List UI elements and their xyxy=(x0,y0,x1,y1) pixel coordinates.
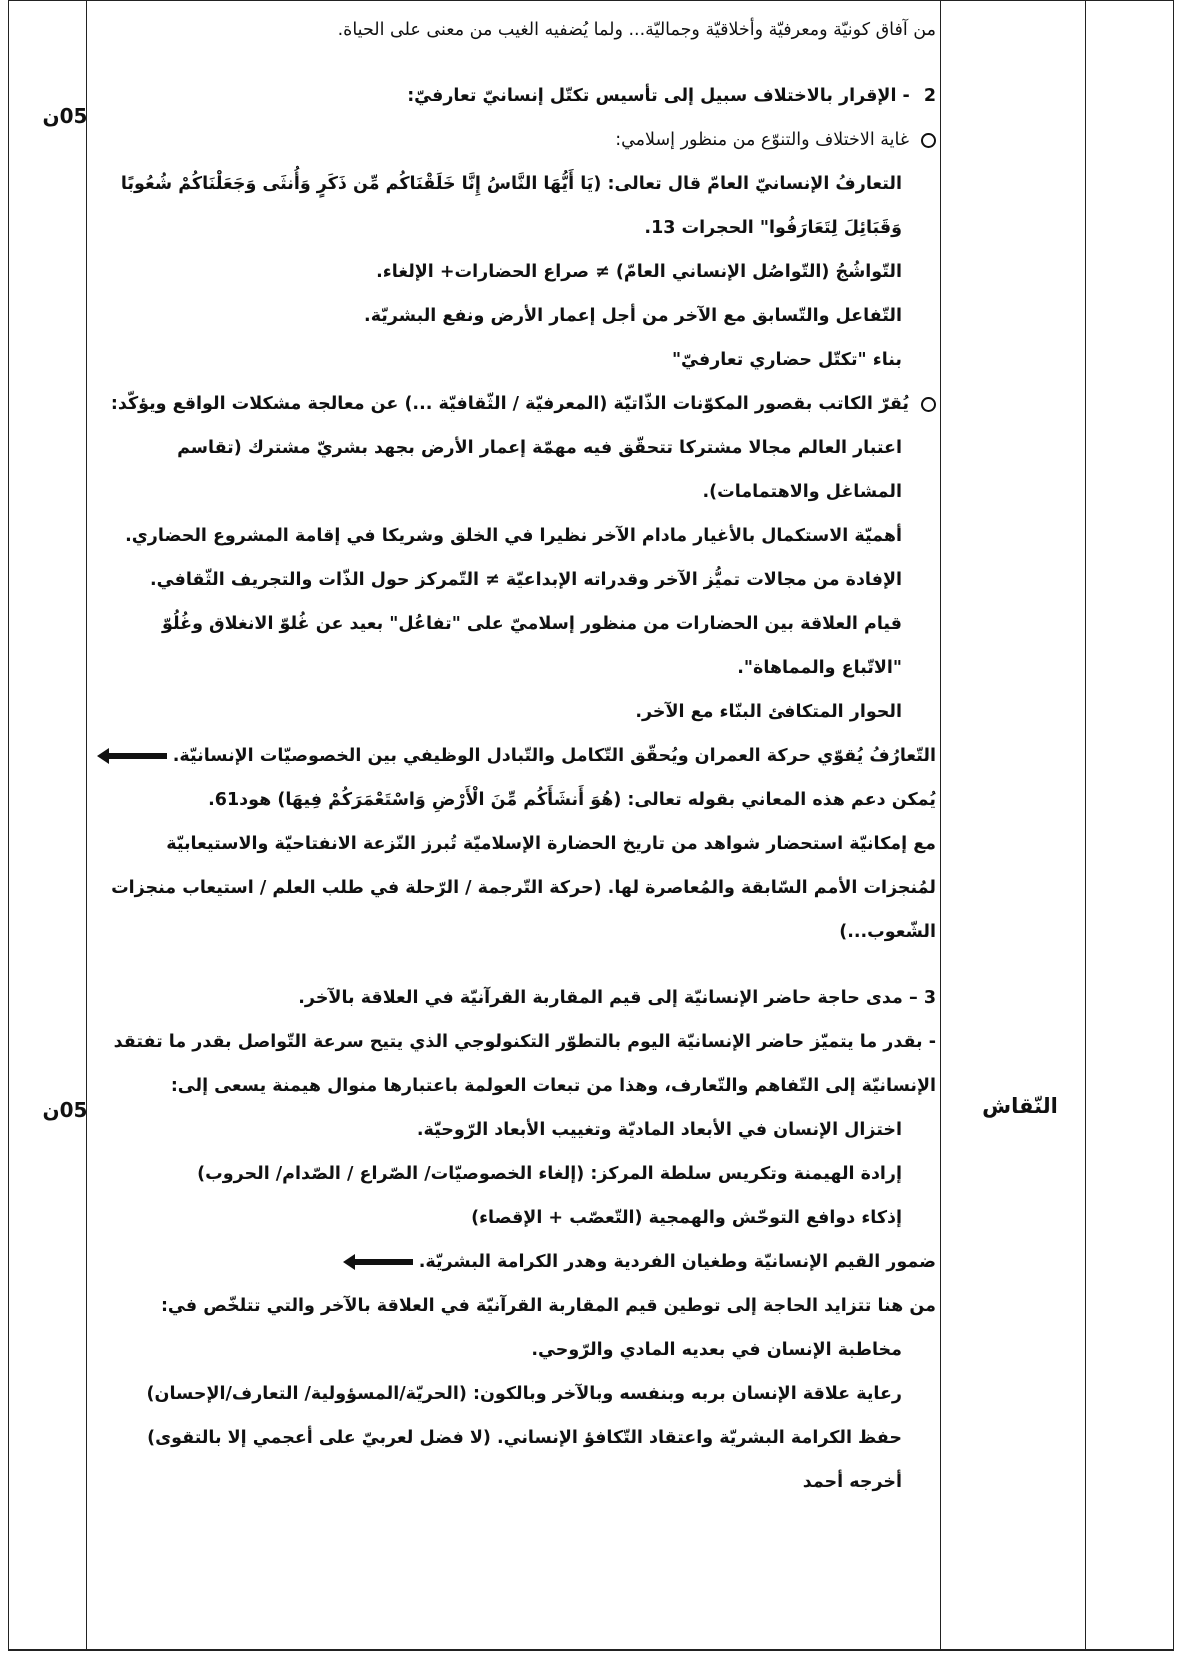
dash-item-text: اعتبار العالم مجالا مشتركا تتحقّق فيه مهمّة إعمار الأرض بجهد بشريّ مشترك (تقاسم المشاغل والاهتمامات). xyxy=(177,438,902,502)
arrow-item xyxy=(96,734,936,778)
heading-part-3: 3 – مدى حاجة حاضر الإنسانيّة إلى قيم المقاربة القرآنيّة في العلاقة بالآخر. xyxy=(298,988,936,1008)
dash-item-text: قيام العلاقة بين الحضارات من منظور إسلاميّ على "تفاعُل" بعيد عن غُلوّ الانغلاق وغُلُوّ "الاتّباع والمماهاة". xyxy=(162,614,902,678)
dash-item-text: رعاية علاقة الإنسان بربه وبنفسه وبالآخر وبالكون: (الحريّة/المسؤولية/ التعارف/الإحسان) xyxy=(146,1384,902,1404)
dash-item xyxy=(96,602,936,690)
table-bottom-border xyxy=(8,1650,1174,1651)
circle-bullet-icon xyxy=(921,133,936,148)
dash-item-text: حفظ الكرامة البشريّة واعتقاد التّكافؤ الإنساني. (لا فضل لعربيّ على أعجمي إلا بالتقوى) أخرجه أحمد xyxy=(147,1428,902,1492)
dash-item-text: التّفاعل والتّسابق مع الآخر من أجل إعمار الأرض ونفع البشريّة. xyxy=(364,306,902,326)
dash-item xyxy=(96,294,936,338)
heading-part-2 xyxy=(96,74,936,118)
paragraph: يُمكن دعم هذه المعاني بقوله تعالى: (هُوَ أَنشَأَكُم مِّنَ الْأَرْضِ وَاسْتَعْمَرَكُمْ فِيهَا) هود61. xyxy=(208,790,936,810)
dash-item xyxy=(96,250,936,294)
column-divider-content xyxy=(940,0,941,1650)
dash-item-text: اختزال الإنسان في الأبعاد الماديّة وتغييب الأبعاد الرّوحيّة. xyxy=(416,1120,902,1140)
dash-item-text: التّواشُجُ (التّواصُل الإنساني العامّ) ≠ صراع الحضارات+ الإلغاء. xyxy=(376,262,902,282)
paragraph: من هنا تتزايد الحاجة إلى توطين قيم المقاربة القرآنيّة في العلاقة بالآخر والتي تتلخّص في: xyxy=(160,1296,936,1316)
dash-item xyxy=(96,1328,936,1372)
text-line: من آفاق كونيّة ومعرفيّة وأخلاقيّة وجماليّة... ولما يُضفيه الغيب من معنى على الحياة. xyxy=(337,20,936,40)
dash-item-text: أهميّة الاستكمال بالأغيار مادام الآخر نظيرا في الخلق وشريكا في إقامة المشروع الحضاري. xyxy=(125,526,902,546)
dash-item xyxy=(96,162,936,250)
mark-part-3: 05ن xyxy=(42,1098,88,1122)
circle-item-text: يُقرّ الكاتب بقصور المكوّنات الذّاتيّة (المعرفيّة / الثّقافيّة ...) عن معالجة مشكلات الواقع ويؤكّد: xyxy=(110,394,909,414)
section-label-discussion: النّقاش xyxy=(982,1094,1058,1118)
dash-item xyxy=(96,1416,936,1504)
paragraph: - بقدر ما يتميّز حاضر الإنسانيّة اليوم بالتطوّر التكنولوجي الذي يتيح سرعة التّواصل بقدر ما تفتقد الإنسانيّة إلى التّفاهم والتّعارف، وهذا من تبعات العولمة باعتبارها منوال هيمنة يسعى إلى: xyxy=(113,1032,936,1096)
content-column xyxy=(96,8,936,1504)
dash-item xyxy=(96,1152,936,1196)
arrow-left-icon xyxy=(107,753,167,759)
arrow-item-text: التّعارُفُ يُقوّي حركة العمران ويُحقّق التّكامل والتّبادل الوظيفي بين الخصوصيّات الإنسانيّة. xyxy=(172,746,936,766)
dash-item xyxy=(96,514,936,558)
dash-item xyxy=(96,338,936,382)
circle-bullet-icon xyxy=(921,397,936,412)
arrow-item xyxy=(96,1240,936,1284)
column-divider-section xyxy=(1085,0,1086,1650)
dash-item-text: الحوار المتكافئ البنّاء مع الآخر. xyxy=(635,702,902,722)
heading-text: - الإقرار بالاختلاف سبيل إلى تأسيس تكتّل إنسانيّ تعارفيّ: xyxy=(407,86,910,106)
dash-item xyxy=(96,558,936,602)
arrow-left-icon xyxy=(353,1259,413,1265)
dash-item xyxy=(96,426,936,514)
dash-item-text: بناء "تكتّل حضاري تعارفيّ" xyxy=(671,350,902,370)
paragraph: مع إمكانيّة استحضار شواهد من تاريخ الحضارة الإسلاميّة تُبرز النّزعة الانفتاحيّة والاستيعابيّة لمُنجزات الأمم السّابقة والمُعاصرة لها. (حركة التّرجمة / الرّحلة في طلب العلم / استيعاب منجزات الشّعوب...) xyxy=(111,834,936,942)
circle-item-text: غاية الاختلاف والتنوّع من منظور إسلامي: xyxy=(615,130,909,150)
dash-item-text: مخاطبة الإنسان في بعديه المادي والرّوحي. xyxy=(531,1340,902,1360)
dash-item-text: الإفادة من مجالات تميُّز الآخر وقدراته الإبداعيّة ≠ التّمركز حول الذّات والتجريف الثّقافي. xyxy=(150,570,902,590)
circle-item xyxy=(96,382,936,426)
mark-part-2: 05ن xyxy=(42,104,88,128)
dash-item xyxy=(96,1196,936,1240)
dash-item xyxy=(96,1108,936,1152)
dash-item xyxy=(96,690,936,734)
column-divider-marks xyxy=(86,0,87,1650)
heading-number: 2 xyxy=(923,86,936,106)
dash-item-text: إرادة الهيمنة وتكريس سلطة المركز: (إلغاء الخصوصيّات/ الصّراع / الصّدام/ الحروب) xyxy=(197,1164,902,1184)
dash-item xyxy=(96,1372,936,1416)
circle-item xyxy=(96,118,936,162)
dash-item-text: إذكاء دوافع التوحّش والهمجية (التّعصّب + الإقصاء) xyxy=(471,1208,902,1228)
arrow-item-text: ضمور القيم الإنسانيّة وطغيان الفردية وهدر الكرامة البشريّة. xyxy=(418,1252,936,1272)
dash-item-text: التعارفُ الإنسانيّ العامّ قال تعالى: (يَا أَيُّهَا النَّاسُ إِنَّا خَلَقْنَاكُم مِّن ذَكَرٍ وَأُنثَى وَجَعَلْنَاكُمْ شُعُوبًا وَقَبَائِلَ لِتَعَارَفُوا" الحجرات 13. xyxy=(120,174,902,238)
